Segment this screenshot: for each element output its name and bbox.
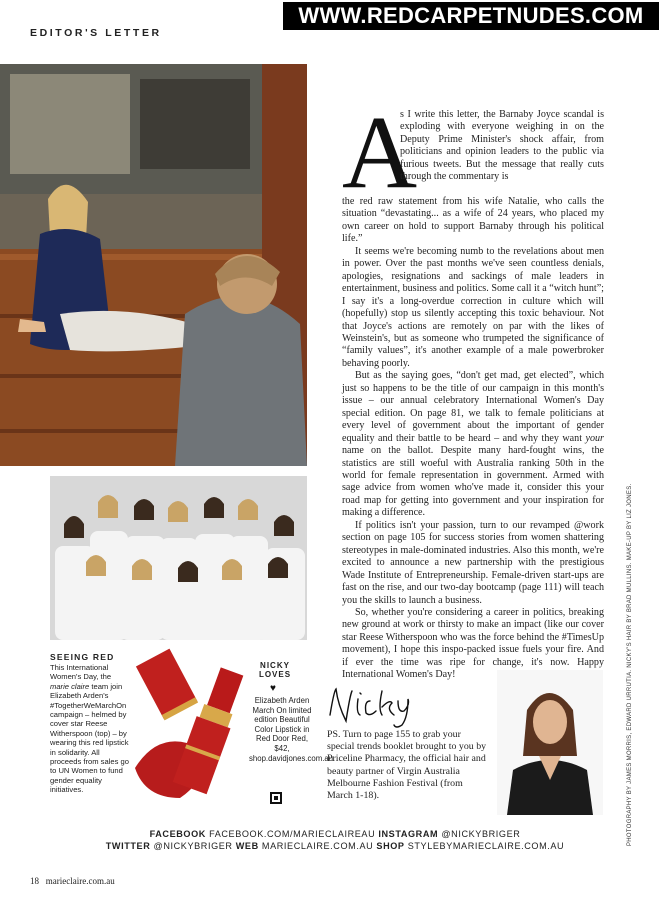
photo-credits: PHOTOGRAPHY BY JAMES MORRIS, EDWARD URRUTIA. NICKY'S HAIR BY BRAD MULLINS. MAKE-UP BY LIZ JONES. [627, 483, 633, 846]
editor-portrait [497, 670, 603, 815]
editor-signature [326, 685, 416, 734]
watermark-banner: WWW.REDCARPETNUDES.COM [283, 2, 659, 30]
twitter-label: TWITTER [105, 841, 151, 851]
shop-link[interactable]: STYLEBYMARIECLAIRE.COM.AU [407, 841, 565, 851]
barcode-icon [270, 791, 282, 803]
page-footer [30, 876, 115, 886]
twitter-link[interactable]: @NICKYBRIGER [153, 841, 233, 851]
shop-label: SHOP [376, 841, 405, 851]
article-paragraph: the red raw statement from his wife Natalie, who calls the situation “devastating... as a wife of 24 years, who placed my own career on hold to support Barnaby through his political life.” [342, 196, 604, 245]
social-line-1 [100, 829, 570, 839]
article-paragraph: But as the saying goes, “don't get mad, get elected”, which just so happens to be the title of our campaign in this month's issue – our annual celebratory International Women's Day special edition. On page 81, we talk to female politicians at every level of government about the important of gender equality and their battle to be heard – and why they want your name on the ballot. Despite many hard-fought wins, the statistics are still woeful with Australia ranking 50th in the world for female representation in government. Armed with sage advice from women who've made it, consider this your road map for getting into government and your inspiration for making a difference. [342, 370, 604, 519]
ps-note: PS. Turn to page 155 to grab your special trends booklet brought to you by Priceline Pharmacy, the official hair and beauty partner of Virgin Australia Melbourne Fashion Festival (from March 1-18). [327, 729, 487, 802]
article-body [342, 196, 604, 682]
seeing-red-caption: This International Women's Day, the marie claire team join Elizabeth Arden's #TogetherWeMarchOn campaign – helmed by cover star Reese Witherspoon (top) – by wearing this red lipstick in solidarity. All proceeds from sales go to UN Women to fund gender equality initiatives. [50, 663, 129, 795]
article-paragraph: It seems we're becoming numb to the revelations about men in power. Over the past months we've seen countless denials, apologies, resignations and sackings of male leaders in entertainment, business and politics. Some call it a “witch hunt”; I say it's a long-overdue correction in culture which will (hopefully) stop us silently accepting this toxic behaviour. Not that Joyce's actions are remotely on par with the likes of Weinstein's, but as someone who trumpeted the significance of “family values”, it's another example of a male powerbroker behaving poorly. [342, 245, 604, 369]
web-label: WEB [235, 841, 259, 851]
article-intro: s I write this letter, the Barnaby Joyce scandal is exploding with everyone weighing in on the Deputy Prime Minister's shock affair, from politicians and opinion leaders to the public via furious tweets. But the message that really cuts through the commentary is [400, 109, 604, 183]
footer-site: marieclaire.com.au [45, 876, 115, 886]
instagram-link[interactable]: @NICKYBRIGER [441, 829, 521, 839]
drop-cap: A [342, 95, 418, 210]
web-link[interactable]: MARIECLAIRE.COM.AU [261, 841, 374, 851]
page-number: 18 [30, 876, 39, 886]
social-line-2 [100, 841, 570, 851]
team-group-photo [50, 476, 307, 640]
article-paragraph: If politics isn't your passion, turn to our revamped @work section on page 105 for success stories from women shattering stereotypes in male-dominated industries. Also this month, we're excited to announce a new partnership with the prestigious Wade Institute of Entrepreneurship. Female-driven start-ups are fast on the rise, and our two-day bootcamp (page 111) will teach you the skills to launch a business. [342, 519, 604, 606]
heart-icon: ♥ [270, 683, 276, 694]
seeing-red-title: SEEING RED [50, 652, 115, 662]
cover-star-photo [0, 64, 307, 466]
facebook-link[interactable]: FACEBOOK.COM/MARIECLAIREAU [209, 829, 376, 839]
nicky-loves-title: NICKY LOVES [258, 661, 292, 679]
nicky-loves-text: Elizabeth Arden March On limited edition Beautiful Color Lipstick in Red Door Red, $42, shop.davidjones.com.au [249, 696, 334, 763]
facebook-label: FACEBOOK [149, 829, 206, 839]
lipstick-product-image [130, 648, 250, 808]
section-label: EDITOR'S LETTER [30, 27, 162, 39]
instagram-label: INSTAGRAM [378, 829, 439, 839]
article-paragraph: So, whether you're considering a career in politics, breaking new ground at work or thirsty to make an impact (like our cover star Reese Witherspoon who was the force behind the #TimesUp movement), I hope this inspo-packed issue fuels your fire. And if ever the time was ripe for change, it's now. Happy International Women's Day! [342, 606, 604, 681]
